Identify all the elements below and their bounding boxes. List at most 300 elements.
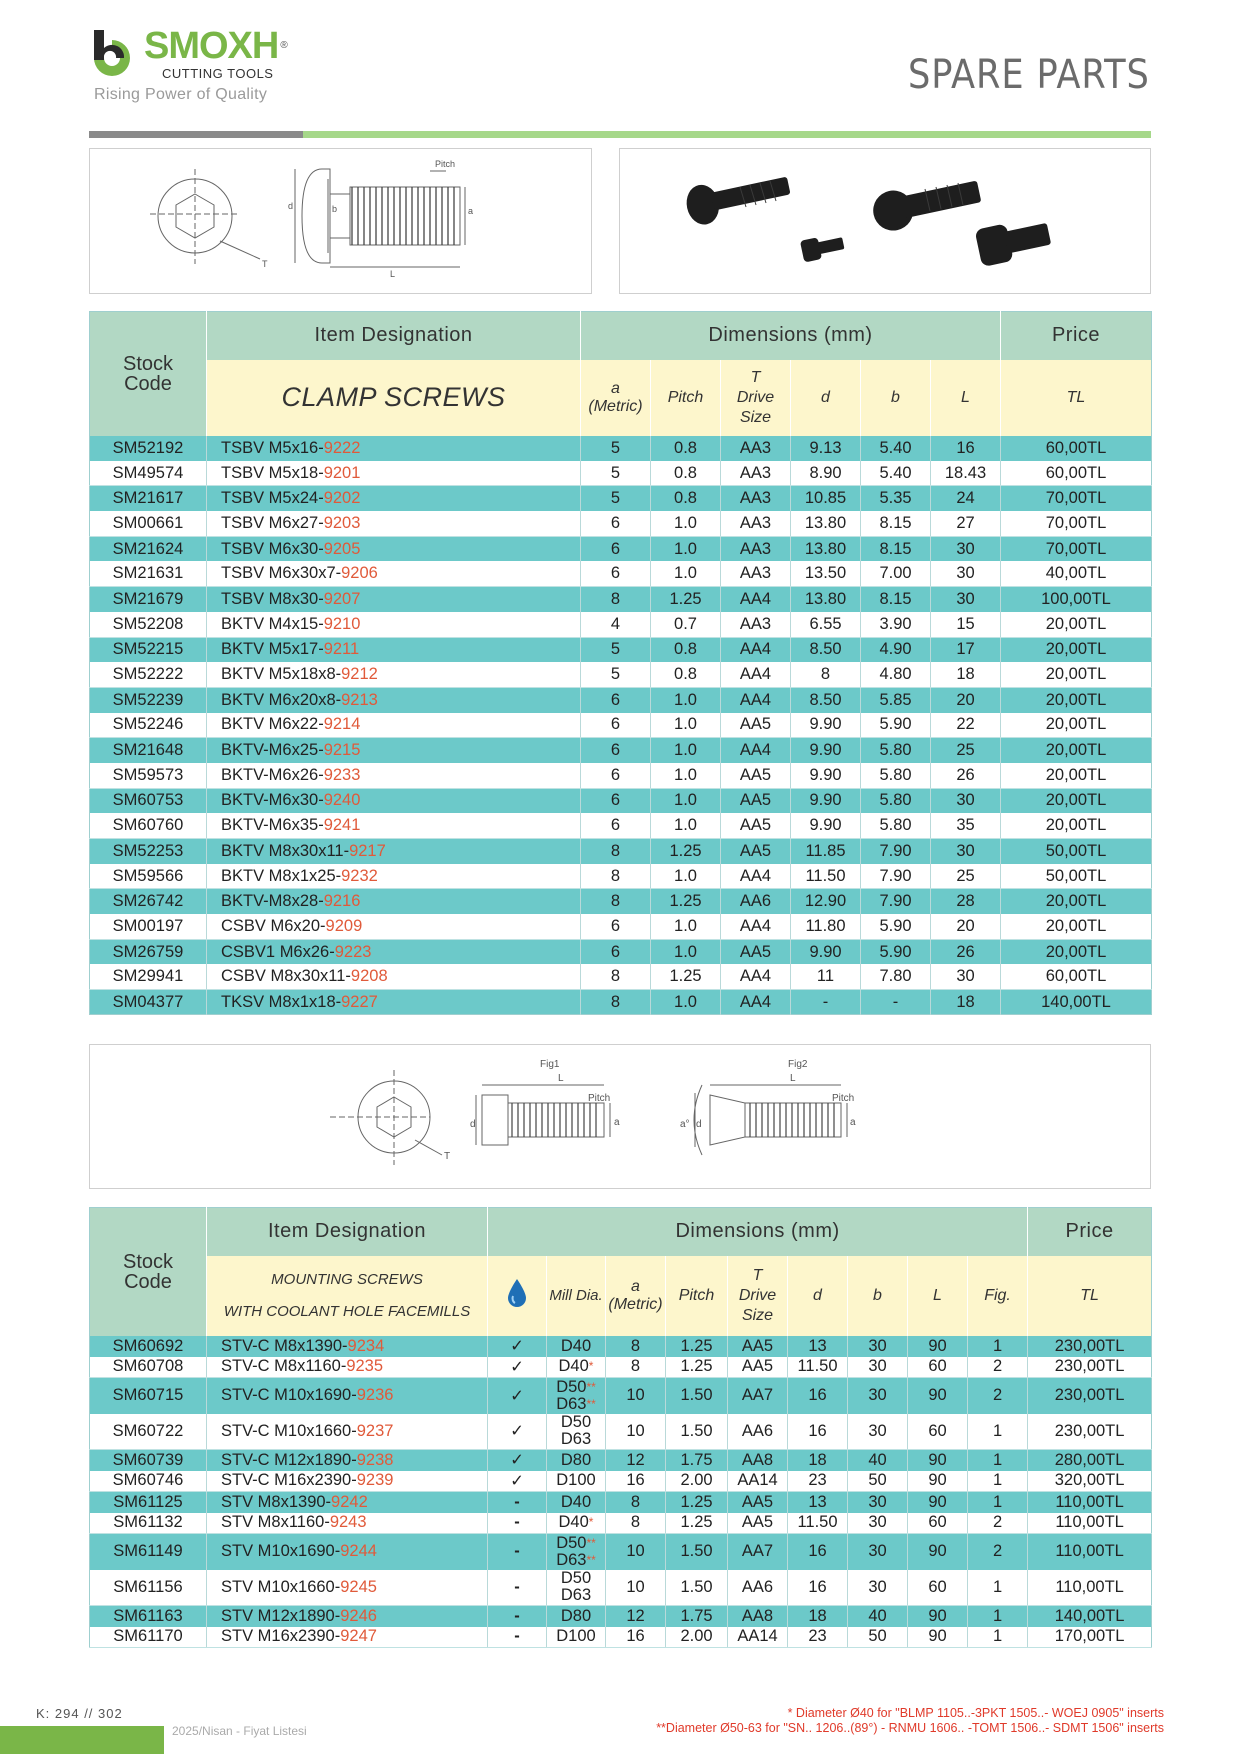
- dim-cell-pitch: 1.25: [666, 1336, 728, 1357]
- item-designation-cell: [207, 738, 581, 763]
- dim-cell-a: 6: [581, 536, 651, 561]
- item-name: BKTV M5x17-: [221, 640, 324, 659]
- price-header: Price: [1001, 312, 1152, 360]
- item-name: BKTV M6x22-: [221, 715, 324, 734]
- table-row: [90, 713, 1152, 738]
- dim-cell-pitch: 1.0: [651, 813, 721, 838]
- mill-dia-footnote-mark-2: **: [586, 1396, 596, 1411]
- mill-dia-value-2: D63: [556, 1394, 587, 1413]
- brand-name: SMOXH ®: [144, 25, 287, 67]
- dim-cell-pitch: 0.8: [651, 637, 721, 662]
- dim-cell-l: 17: [931, 637, 1001, 662]
- dim-cell-d: 9.90: [791, 713, 861, 738]
- dim-cell-pitch: 1.0: [651, 990, 721, 1015]
- dim-cell-l: 20: [931, 914, 1001, 939]
- dim-cell-a: 6: [581, 738, 651, 763]
- stock-code-cell: SM60746: [90, 1471, 207, 1492]
- dim-cell-d: 9.90: [791, 763, 861, 788]
- item-designation-cell: [207, 713, 581, 738]
- no-coolant-dash: -: [488, 1627, 547, 1648]
- item-designation-cell: [207, 813, 581, 838]
- fig1-l-label: L: [558, 1073, 564, 1084]
- dim-cell-b: 5.90: [861, 713, 931, 738]
- footnote-double-star: **Diameter Ø50-63 for "SN.. 1206..(89°) - RNMU 1606.. -TOMT 1506..- SDMT 1506" inserts: [656, 1721, 1164, 1735]
- page-number: K: 294 // 302: [36, 1706, 123, 1721]
- drawing-a-label: a: [468, 206, 474, 216]
- dim-cell-b: 40: [848, 1450, 908, 1471]
- dim-cell-a: 6: [581, 687, 651, 712]
- dim-cell-t: AA8: [728, 1450, 788, 1471]
- dim-cell-pitch: 1.25: [651, 964, 721, 989]
- dim-cell-t: AA3: [721, 511, 791, 536]
- header-rule-dark: [89, 131, 303, 138]
- dim-cell-d: 11: [791, 964, 861, 989]
- item-designation-cell: [207, 1492, 488, 1513]
- dimensions-header: Dimensions (mm): [581, 312, 1001, 360]
- item-designation-cell: [207, 964, 581, 989]
- stock-code-cell: SM52222: [90, 662, 207, 687]
- item-ref-code: 9210: [323, 614, 361, 633]
- stock-code-cell: SM21648: [90, 738, 207, 763]
- dim-cell-a: 10: [606, 1414, 666, 1450]
- dim-cell-l: 30: [931, 788, 1001, 813]
- dim-cell-fig: 2: [968, 1378, 1028, 1414]
- stock-code-cell: SM49574: [90, 461, 207, 486]
- dim-cell-pitch: 1.75: [666, 1450, 728, 1471]
- col-pitch-header: Pitch: [651, 360, 721, 436]
- col-pitch-header-2: Pitch: [666, 1256, 728, 1336]
- dim-cell-l: 30: [931, 561, 1001, 586]
- dim-cell-pitch: 1.0: [651, 713, 721, 738]
- item-ref-code: 9227: [341, 992, 378, 1011]
- dim-cell-a: 8: [581, 889, 651, 914]
- dim-cell-l: 18: [931, 662, 1001, 687]
- dim-cell-pitch: 1.0: [651, 511, 721, 536]
- stock-code-cell: SM60739: [90, 1450, 207, 1471]
- dim-cell-d: 9.90: [791, 939, 861, 964]
- clamp-screws-photo: [619, 148, 1151, 294]
- mill-dia-cell: [547, 1570, 606, 1606]
- table-row: [90, 637, 1152, 662]
- dim-cell-b: 30: [848, 1336, 908, 1357]
- mounting-screws-table: [89, 1207, 1152, 1648]
- table-row: [90, 889, 1152, 914]
- dim-cell-b: 30: [848, 1570, 908, 1606]
- dim-cell-b: 7.90: [861, 839, 931, 864]
- dim-cell-t: AA14: [728, 1471, 788, 1492]
- table-row: [90, 436, 1152, 461]
- dim-cell-l: 16: [931, 436, 1001, 461]
- fig2-l-label: L: [790, 1073, 796, 1084]
- stock-code-cell: SM52192: [90, 436, 207, 461]
- no-coolant-dash: -: [488, 1570, 547, 1606]
- dim-cell-pitch: 1.25: [666, 1513, 728, 1534]
- table-row: [90, 1570, 1152, 1606]
- dim-cell-pitch: 1.0: [651, 561, 721, 586]
- col-l-header-2: L: [908, 1256, 968, 1336]
- col-b-header: b: [861, 360, 931, 436]
- item-ref-code: 9238: [356, 1450, 394, 1469]
- dim-cell-b: 30: [848, 1534, 908, 1570]
- dim-cell-pitch: 1.25: [651, 839, 721, 864]
- dim-cell-t: AA3: [721, 561, 791, 586]
- dim-cell-l: 60: [908, 1357, 968, 1378]
- item-ref-code: 9223: [334, 942, 372, 961]
- dim-cell-pitch: 0.8: [651, 486, 721, 511]
- stock-code-cell: SM61156: [90, 1570, 207, 1606]
- dim-cell-pitch: 1.50: [666, 1534, 728, 1570]
- dim-cell-d: 8.50: [791, 687, 861, 712]
- dim-cell-pitch: 1.0: [651, 763, 721, 788]
- dim-cell-b: 5.90: [861, 914, 931, 939]
- dim-cell-a: 6: [581, 813, 651, 838]
- mounting-screws-rows: [90, 1336, 1152, 1648]
- dim-cell-fig: 1: [968, 1627, 1028, 1648]
- dim-cell-price: 20,00TL: [1001, 687, 1152, 712]
- dim-cell-b: 5.80: [861, 813, 931, 838]
- dim-cell-price: 20,00TL: [1001, 914, 1152, 939]
- mill-dia-footnote-mark: *: [588, 1515, 594, 1530]
- dim-cell-t: AA6: [721, 889, 791, 914]
- table-row: [90, 1336, 1152, 1357]
- price-header-2: Price: [1028, 1208, 1152, 1256]
- item-ref-code: 9243: [329, 1513, 367, 1532]
- mill-dia-value: D40: [560, 1492, 592, 1511]
- table-row: [90, 662, 1152, 687]
- dim-cell-d: 9.90: [791, 788, 861, 813]
- table-row: [90, 939, 1152, 964]
- item-designation-cell: [207, 1357, 488, 1378]
- dim-cell-price: 320,00TL: [1028, 1471, 1152, 1492]
- dim-cell-price: 280,00TL: [1028, 1450, 1152, 1471]
- item-designation-cell: [207, 612, 581, 637]
- header-rule-green: [303, 131, 1151, 138]
- dim-cell-l: 30: [931, 839, 1001, 864]
- mill-dia-cell: [547, 1378, 606, 1414]
- dim-cell-d: 8.50: [791, 637, 861, 662]
- clamp-screw-drawing: [89, 148, 592, 294]
- item-ref-code: 9246: [340, 1606, 377, 1625]
- dim-cell-d: 16: [788, 1414, 848, 1450]
- footer-date: 2025/Nisan - Fiyat Listesi: [172, 1724, 307, 1738]
- stock-code-cell: SM52208: [90, 612, 207, 637]
- dim-cell-price: 230,00TL: [1028, 1378, 1152, 1414]
- stock-code-cell: SM61149: [90, 1534, 207, 1570]
- dim-cell-t: AA5: [721, 788, 791, 813]
- dim-cell-pitch: 1.50: [666, 1378, 728, 1414]
- stock-code-cell: SM21631: [90, 561, 207, 586]
- dim-cell-fig: 1: [968, 1606, 1028, 1627]
- mill-dia-value-2: D63: [560, 1430, 592, 1449]
- item-designation-cell: [207, 436, 581, 461]
- dim-cell-a: 6: [581, 914, 651, 939]
- dim-cell-d: 11.80: [791, 914, 861, 939]
- dim-cell-t: AA4: [721, 914, 791, 939]
- dim-cell-a: 6: [581, 788, 651, 813]
- dim-cell-t: AA14: [728, 1627, 788, 1648]
- brand-tagline: Rising Power of Quality: [94, 86, 268, 103]
- mounting-screw-technical-drawing: [90, 1045, 1152, 1190]
- dim-cell-b: 5.80: [861, 788, 931, 813]
- dim-cell-l: 15: [931, 612, 1001, 637]
- table-row: [90, 536, 1152, 561]
- dim-cell-b: 5.85: [861, 687, 931, 712]
- dim-cell-price: 50,00TL: [1001, 839, 1152, 864]
- item-ref-code: 9233: [323, 765, 361, 784]
- dim-cell-d: 9.90: [791, 738, 861, 763]
- item-name: TSBV M6x30-: [221, 539, 324, 558]
- fig1-d-label: d: [470, 1119, 476, 1130]
- col-d-header: d: [791, 360, 861, 436]
- dim-cell-t: AA5: [728, 1357, 788, 1378]
- item-ref-code: 9234: [347, 1336, 385, 1355]
- stock-code-cell: SM60753: [90, 788, 207, 813]
- fig2-a-label: a: [850, 1117, 856, 1128]
- dim-cell-l: 30: [931, 587, 1001, 612]
- mill-dia-cell: [547, 1534, 606, 1570]
- dim-cell-a: 12: [606, 1450, 666, 1471]
- dim-cell-b: 5.90: [861, 939, 931, 964]
- item-designation-header-2: Item Designation: [207, 1208, 488, 1256]
- item-designation-cell: [207, 561, 581, 586]
- table-row: [90, 1534, 1152, 1570]
- col-a-header: a (Metric): [581, 360, 651, 436]
- dim-cell-a: 16: [606, 1627, 666, 1648]
- item-ref-code: 9202: [323, 489, 361, 508]
- dim-cell-b: 5.40: [861, 461, 931, 486]
- item-name: STV-C M8x1160-: [221, 1357, 347, 1376]
- item-ref-code: 9247: [340, 1627, 377, 1646]
- dim-cell-a: 8: [606, 1357, 666, 1378]
- dim-cell-a: 8: [581, 990, 651, 1015]
- item-ref-code: 9211: [323, 640, 360, 659]
- item-ref-code: 9245: [340, 1577, 377, 1596]
- dim-cell-t: AA5: [721, 763, 791, 788]
- dim-cell-price: 20,00TL: [1001, 889, 1152, 914]
- drawing-l-label: L: [390, 269, 396, 279]
- item-designation-cell: [207, 1471, 488, 1492]
- product-title: CLAMP SCREWS: [207, 360, 581, 436]
- dim-cell-a: 8: [606, 1492, 666, 1513]
- drawing-b-label: b: [332, 204, 338, 214]
- item-name: BKTV-M6x35-: [221, 816, 324, 835]
- col-drive-size-header-2: T Drive Size: [728, 1256, 788, 1336]
- dim-cell-l: 26: [931, 939, 1001, 964]
- table-row: [90, 1357, 1152, 1378]
- drawing-d-label: d: [288, 201, 294, 211]
- mill-dia-cell: [547, 1606, 606, 1627]
- dim-cell-pitch: 1.0: [651, 536, 721, 561]
- item-designation-cell: [207, 889, 581, 914]
- drawing-c-t-label: T: [444, 1151, 451, 1162]
- item-ref-code: 9201: [323, 463, 361, 482]
- item-ref-code: 9203: [323, 513, 361, 532]
- drawing-pitch-label: Pitch: [435, 159, 456, 169]
- dim-cell-pitch: 1.25: [666, 1492, 728, 1513]
- dim-cell-t: AA3: [721, 461, 791, 486]
- dim-cell-t: AA5: [721, 813, 791, 838]
- no-coolant-dash: -: [488, 1513, 547, 1534]
- dim-cell-a: 5: [581, 461, 651, 486]
- dim-cell-t: AA5: [728, 1513, 788, 1534]
- coolant-check-icon: ✓: [488, 1336, 547, 1357]
- item-name: STV-C M8x1390-: [221, 1336, 348, 1355]
- dim-cell-d: 16: [788, 1570, 848, 1606]
- dim-cell-l: 20: [931, 687, 1001, 712]
- item-designation-cell: [207, 1534, 488, 1570]
- item-name: TSBV M6x30x7-: [221, 564, 342, 583]
- dim-cell-l: 28: [931, 889, 1001, 914]
- dim-cell-fig: 1: [968, 1414, 1028, 1450]
- item-name: TSBV M5x18-: [221, 463, 324, 482]
- item-name: STV-C M10x1690-: [221, 1386, 357, 1405]
- dim-cell-pitch: 1.50: [666, 1570, 728, 1606]
- table-row: [90, 964, 1152, 989]
- stock-code-cell: SM52253: [90, 839, 207, 864]
- mill-dia-footnote-mark: *: [588, 1359, 594, 1374]
- dim-cell-price: 110,00TL: [1028, 1492, 1152, 1513]
- dim-cell-a: 8: [606, 1513, 666, 1534]
- item-designation-cell: [207, 1414, 488, 1450]
- dim-cell-pitch: 0.8: [651, 461, 721, 486]
- item-designation-cell: [207, 788, 581, 813]
- dim-cell-pitch: 2.00: [666, 1627, 728, 1648]
- dim-cell-a: 8: [581, 964, 651, 989]
- mill-dia-cell: [547, 1471, 606, 1492]
- dim-cell-d: 13: [788, 1336, 848, 1357]
- table-row: [90, 914, 1152, 939]
- dim-cell-d: 13.50: [791, 561, 861, 586]
- item-name: TSBV M5x24-: [221, 489, 324, 508]
- dim-cell-price: 50,00TL: [1001, 864, 1152, 889]
- mill-dia-footnote-mark: **: [586, 1379, 596, 1394]
- dim-cell-fig: 1: [968, 1336, 1028, 1357]
- item-ref-code: 9217: [349, 841, 386, 860]
- fig2-label: Fig2: [788, 1059, 808, 1070]
- fig2-d-label: d: [696, 1119, 702, 1130]
- stock-code-cell: SM60760: [90, 813, 207, 838]
- stock-code-cell: SM61163: [90, 1606, 207, 1627]
- dim-cell-l: 27: [931, 511, 1001, 536]
- item-designation-cell: [207, 1606, 488, 1627]
- item-designation-header: Item Designation: [207, 312, 581, 360]
- fig1-pitch-label: Pitch: [588, 1093, 611, 1104]
- dim-cell-t: AA4: [721, 637, 791, 662]
- table-row: [90, 864, 1152, 889]
- item-designation-cell: [207, 839, 581, 864]
- dim-cell-pitch: 1.0: [651, 914, 721, 939]
- col-tl-header-2: TL: [1028, 1256, 1152, 1336]
- stock-code-cell: SM60715: [90, 1378, 207, 1414]
- dim-cell-price: 170,00TL: [1028, 1627, 1152, 1648]
- dim-cell-d: 9.90: [791, 813, 861, 838]
- col-tl-header: TL: [1001, 360, 1152, 436]
- stock-code-cell: SM00197: [90, 914, 207, 939]
- dim-cell-t: AA5: [728, 1336, 788, 1357]
- dim-cell-l: 90: [908, 1492, 968, 1513]
- item-designation-cell: [207, 637, 581, 662]
- dim-cell-price: 20,00TL: [1001, 612, 1152, 637]
- table-row: [90, 839, 1152, 864]
- dim-cell-l: 90: [908, 1471, 968, 1492]
- dim-cell-t: AA3: [721, 612, 791, 637]
- item-designation-cell: [207, 914, 581, 939]
- mill-dia-value: D50: [560, 1413, 592, 1432]
- col-a-header-2: a (Metric): [606, 1256, 666, 1336]
- fig1-a-label: a: [614, 1117, 620, 1128]
- dim-cell-t: AA6: [728, 1570, 788, 1606]
- item-name: BKTV M4x15-: [221, 614, 324, 633]
- item-name: BKTV-M6x30-: [221, 791, 324, 810]
- table-row: [90, 1606, 1152, 1627]
- item-designation-cell: [207, 511, 581, 536]
- dim-cell-pitch: 0.8: [651, 436, 721, 461]
- item-name: STV M12x1890-: [221, 1606, 341, 1625]
- mill-dia-value: D40: [560, 1336, 592, 1355]
- dim-cell-d: 23: [788, 1471, 848, 1492]
- dim-cell-fig: 1: [968, 1450, 1028, 1471]
- dim-cell-price: 20,00TL: [1001, 662, 1152, 687]
- coolant-check-icon: ✓: [488, 1471, 547, 1492]
- item-designation-cell: [207, 1378, 488, 1414]
- dim-cell-t: AA3: [721, 486, 791, 511]
- mill-dia-value-2: D63: [560, 1586, 592, 1605]
- mill-dia-cell: [547, 1357, 606, 1378]
- dim-cell-a: 6: [581, 561, 651, 586]
- dim-cell-b: 30: [848, 1492, 908, 1513]
- dim-cell-t: AA5: [721, 939, 791, 964]
- table-row: [90, 813, 1152, 838]
- screw-technical-drawing: [90, 149, 593, 295]
- dim-cell-price: 110,00TL: [1028, 1534, 1152, 1570]
- screws-photo-illustration: [620, 149, 1152, 295]
- dim-cell-b: 40: [848, 1606, 908, 1627]
- dim-cell-b: 7.90: [861, 864, 931, 889]
- item-name: STV M8x1160-: [221, 1513, 330, 1532]
- item-designation-cell: [207, 763, 581, 788]
- dim-cell-d: 11.50: [788, 1513, 848, 1534]
- dim-cell-b: 8.15: [861, 536, 931, 561]
- dim-cell-a: 6: [581, 511, 651, 536]
- dim-cell-l: 25: [931, 738, 1001, 763]
- dim-cell-a: 5: [581, 662, 651, 687]
- dim-cell-b: 7.00: [861, 561, 931, 586]
- item-name: TSBV M8x30-: [221, 589, 324, 608]
- dim-cell-d: 23: [788, 1627, 848, 1648]
- item-ref-code: 9214: [323, 715, 361, 734]
- dim-cell-b: 30: [848, 1357, 908, 1378]
- dim-cell-d: 13: [788, 1492, 848, 1513]
- dim-cell-t: AA3: [721, 536, 791, 561]
- dim-cell-t: AA8: [728, 1606, 788, 1627]
- no-coolant-dash: -: [488, 1606, 547, 1627]
- item-name: CSBV M6x20-: [221, 916, 326, 935]
- mill-dia-cell: [547, 1414, 606, 1450]
- stock-code-cell: SM61125: [90, 1492, 207, 1513]
- dim-cell-d: 13.80: [791, 587, 861, 612]
- footnote-single-star: * Diameter Ø40 for "BLMP 1105..-3PKT 1505..- WOEJ 0905" inserts: [787, 1706, 1164, 1720]
- dim-cell-l: 30: [931, 536, 1001, 561]
- dim-cell-pitch: 1.75: [666, 1606, 728, 1627]
- dim-cell-l: 90: [908, 1336, 968, 1357]
- item-designation-cell: [207, 486, 581, 511]
- dim-cell-pitch: 1.0: [651, 788, 721, 813]
- coolant-check-icon: ✓: [488, 1357, 547, 1378]
- dim-cell-b: 8.15: [861, 511, 931, 536]
- dim-cell-t: AA4: [721, 687, 791, 712]
- item-ref-code: 9242: [331, 1492, 368, 1511]
- dim-cell-a: 8: [581, 839, 651, 864]
